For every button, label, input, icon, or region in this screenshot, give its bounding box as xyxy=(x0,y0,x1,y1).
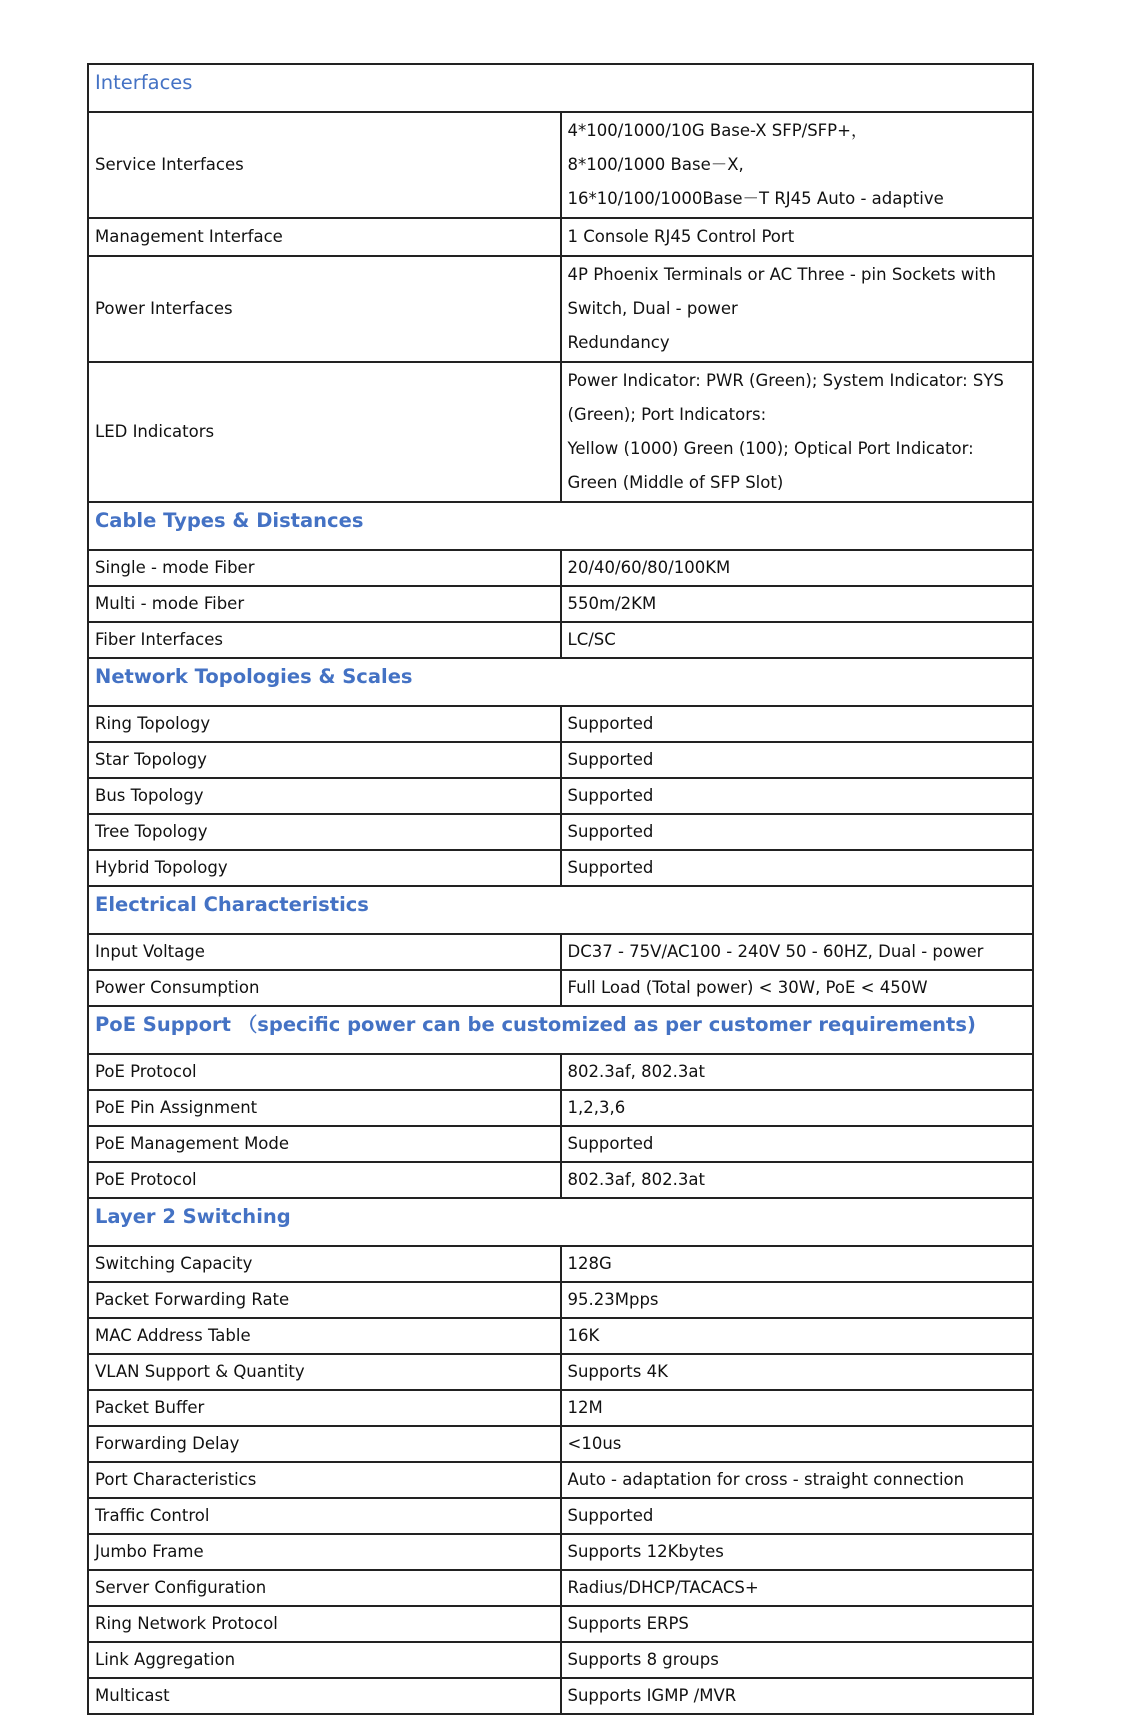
spec-row xyxy=(88,1126,1033,1162)
spec-row xyxy=(88,1162,1033,1198)
spec-value: Supported xyxy=(561,814,1034,850)
section-header-layer-2-switching xyxy=(88,1198,1033,1246)
spec-value: Supports ERPS xyxy=(561,1606,1034,1642)
spec-label: VLAN Support & Quantity xyxy=(88,1354,561,1390)
spec-row xyxy=(88,586,1033,622)
spec-label: Bus Topology xyxy=(88,778,561,814)
spec-value: 1,2,3,6 xyxy=(561,1090,1034,1126)
spec-label: Multicast xyxy=(88,1678,561,1714)
spec-value: LC/SC xyxy=(561,622,1034,658)
spec-value: 16K xyxy=(561,1318,1034,1354)
spec-label: Fiber Interfaces xyxy=(88,622,561,658)
spec-label: Ring Topology xyxy=(88,706,561,742)
spec-value-line: Yellow (1000) Green (100); Optical Port Indicator: Green (Middle of SFP Slot) xyxy=(567,439,974,492)
spec-row xyxy=(88,1054,1033,1090)
spec-value: Supported xyxy=(561,778,1034,814)
spec-row xyxy=(88,1282,1033,1318)
spec-label: Ring Network Protocol xyxy=(88,1606,561,1642)
section-title: PoE Support （specific power can be customized as per customer requirements) xyxy=(88,1006,1033,1054)
spec-label: Link Aggregation xyxy=(88,1642,561,1678)
spec-value xyxy=(561,218,1034,256)
spec-value-line: 8*100/1000 Base－X, xyxy=(567,155,744,174)
spec-value: Auto - adaptation for cross - straight connection xyxy=(561,1462,1034,1498)
spec-label: PoE Protocol xyxy=(88,1054,561,1090)
spec-value: Supports 12Kbytes xyxy=(561,1534,1034,1570)
spec-row xyxy=(88,1426,1033,1462)
spec-row xyxy=(88,1498,1033,1534)
spec-label: Single - mode Fiber xyxy=(88,550,561,586)
spec-row xyxy=(88,1462,1033,1498)
section-title: Cable Types & Distances xyxy=(88,502,1033,550)
section-header-network-topologies-scales xyxy=(88,658,1033,706)
spec-value: 95.23Mpps xyxy=(561,1282,1034,1318)
spec-row xyxy=(88,1606,1033,1642)
spec-value-line: Power Indicator: PWR (Green); System Indicator: SYS (Green); Port Indicators: xyxy=(567,371,1004,424)
spec-label: Service Interfaces xyxy=(88,112,561,218)
spec-row xyxy=(88,362,1033,502)
section-header-poe-support-specific-power-can-be-custom xyxy=(88,1006,1033,1054)
spec-value: 12M xyxy=(561,1390,1034,1426)
spec-row xyxy=(88,218,1033,256)
spec-label: Star Topology xyxy=(88,742,561,778)
spec-value-line: Redundancy xyxy=(567,333,670,352)
spec-row xyxy=(88,1390,1033,1426)
spec-value: <10us xyxy=(561,1426,1034,1462)
spec-row xyxy=(88,1534,1033,1570)
spec-value: 802.3af, 802.3at xyxy=(561,1054,1034,1090)
spec-value: 550m/2KM xyxy=(561,586,1034,622)
spec-row xyxy=(88,742,1033,778)
spec-row xyxy=(88,1318,1033,1354)
spec-label: Switching Capacity xyxy=(88,1246,561,1282)
spec-value: Supported xyxy=(561,850,1034,886)
spec-label: Traffic Control xyxy=(88,1498,561,1534)
spec-label: Power Consumption xyxy=(88,970,561,1006)
spec-label: Packet Buffer xyxy=(88,1390,561,1426)
spec-label: Multi - mode Fiber xyxy=(88,586,561,622)
spec-label: Tree Topology xyxy=(88,814,561,850)
spec-value: Radius/DHCP/TACACS+ xyxy=(561,1570,1034,1606)
spec-value: Supported xyxy=(561,742,1034,778)
spec-row xyxy=(88,1354,1033,1390)
spec-row xyxy=(88,550,1033,586)
spec-table xyxy=(87,63,1034,1715)
spec-label: Jumbo Frame xyxy=(88,1534,561,1570)
spec-label: Hybrid Topology xyxy=(88,850,561,886)
spec-value-line: 16*10/100/1000Base－T RJ45 Auto - adaptive xyxy=(567,189,944,208)
spec-row xyxy=(88,112,1033,218)
spec-row xyxy=(88,778,1033,814)
spec-value: Supports 4K xyxy=(561,1354,1034,1390)
spec-value: Supported xyxy=(561,1498,1034,1534)
section-title: Interfaces xyxy=(88,64,1033,112)
spec-row xyxy=(88,1090,1033,1126)
spec-value-line: 4*100/1000/10G Base-X SFP/SFP+， xyxy=(567,121,868,140)
spec-label: Management Interface xyxy=(88,218,561,256)
section-header-electrical-characteristics xyxy=(88,886,1033,934)
section-header-interfaces xyxy=(88,64,1033,112)
spec-value: DC37 - 75V/AC100 - 240V 50 - 60HZ, Dual - power xyxy=(561,934,1034,970)
section-header-cable-types-distances xyxy=(88,502,1033,550)
spec-row xyxy=(88,934,1033,970)
spec-label: MAC Address Table xyxy=(88,1318,561,1354)
spec-row xyxy=(88,814,1033,850)
spec-value xyxy=(561,112,1034,218)
spec-label: Input Voltage xyxy=(88,934,561,970)
section-title: Network Topologies & Scales xyxy=(88,658,1033,706)
spec-row xyxy=(88,1642,1033,1678)
spec-value-line: 1 Console RJ45 Control Port xyxy=(567,227,795,246)
spec-value: Supported xyxy=(561,1126,1034,1162)
spec-value: 20/40/60/80/100KM xyxy=(561,550,1034,586)
spec-value: Supports 8 groups xyxy=(561,1642,1034,1678)
spec-row xyxy=(88,1570,1033,1606)
spec-row xyxy=(88,850,1033,886)
spec-value: Full Load (Total power) < 30W, PoE < 450W xyxy=(561,970,1034,1006)
spec-label: Power Interfaces xyxy=(88,256,561,362)
spec-label: LED Indicators xyxy=(88,362,561,502)
spec-row xyxy=(88,1246,1033,1282)
spec-label: PoE Protocol xyxy=(88,1162,561,1198)
spec-label: Forwarding Delay xyxy=(88,1426,561,1462)
spec-label: PoE Management Mode xyxy=(88,1126,561,1162)
section-title: Electrical Characteristics xyxy=(88,886,1033,934)
spec-value: 802.3af, 802.3at xyxy=(561,1162,1034,1198)
spec-row xyxy=(88,706,1033,742)
spec-label: PoE Pin Assignment xyxy=(88,1090,561,1126)
spec-value-line: 4P Phoenix Terminals or AC Three - pin Sockets with Switch, Dual - power xyxy=(567,265,996,318)
spec-label: Packet Forwarding Rate xyxy=(88,1282,561,1318)
section-title: Layer 2 Switching xyxy=(88,1198,1033,1246)
spec-value: Supports IGMP /MVR xyxy=(561,1678,1034,1714)
spec-value xyxy=(561,256,1034,362)
spec-row xyxy=(88,1678,1033,1714)
spec-row xyxy=(88,970,1033,1006)
spec-value: Supported xyxy=(561,706,1034,742)
spec-label: Server Configuration xyxy=(88,1570,561,1606)
spec-value: 128G xyxy=(561,1246,1034,1282)
spec-row xyxy=(88,622,1033,658)
spec-label: Port Characteristics xyxy=(88,1462,561,1498)
spec-row xyxy=(88,256,1033,362)
spec-value xyxy=(561,362,1034,502)
